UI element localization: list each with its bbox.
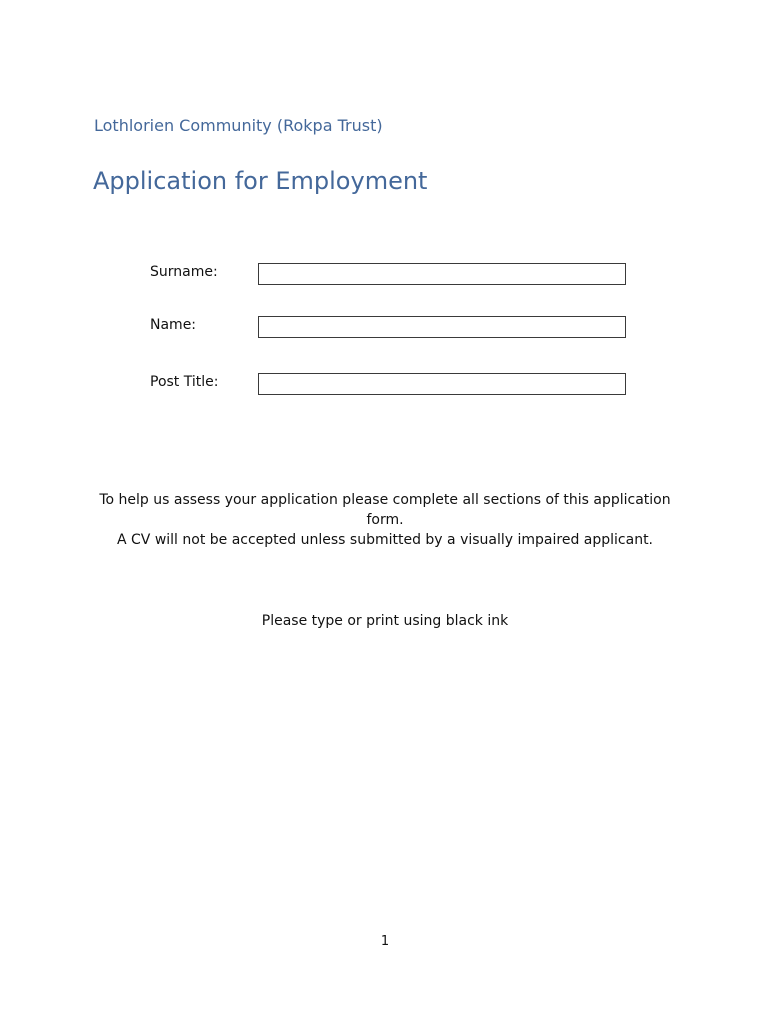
name-label: Name: — [150, 317, 197, 333]
post-title-input[interactable] — [258, 373, 626, 395]
instructions-block — [90, 490, 680, 550]
page-number: 1 — [380, 934, 390, 949]
surname-label: Surname: — [150, 264, 218, 280]
page-title: Application for Employment — [93, 167, 428, 195]
organization-name: Lothlorien Community (Rokpa Trust) — [94, 116, 383, 135]
instructions-line-cv-policy: A CV will not be accepted unless submitted by a visually impaired applicant. — [116, 532, 654, 548]
name-input[interactable] — [258, 316, 626, 338]
surname-input[interactable] — [258, 263, 626, 285]
post-title-label: Post Title: — [150, 374, 219, 390]
instructions-line-complete-sections: To help us assess your application please complete all sections of this application form. — [99, 492, 671, 528]
ink-note: Please type or print using black ink — [261, 613, 509, 629]
